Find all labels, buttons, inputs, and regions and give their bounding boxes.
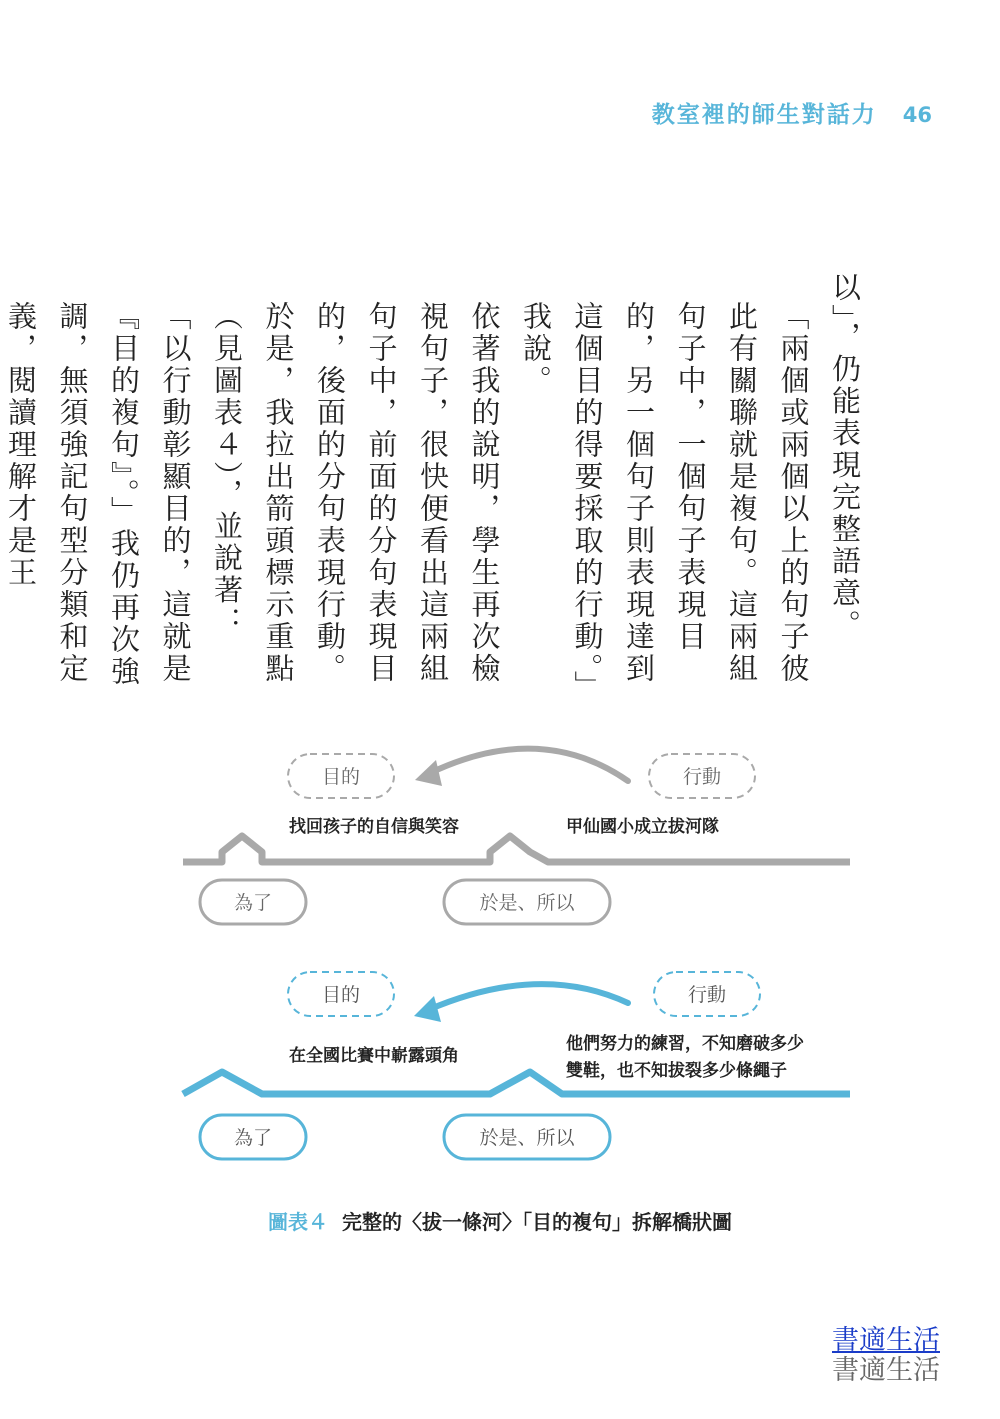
- figure-number: 圖表４: [268, 1210, 328, 1234]
- action-text-line2: 雙鞋，也不知拔裂多少條繩子: [566, 1061, 787, 1081]
- purpose-tag: 目的: [321, 984, 361, 1006]
- paragraph: 「兩個或兩個以上的句子彼此有關聯就是複句。這兩組句子中，一個句子表現目的，另一個句子則表現達到這個目的得要採取的行動。」我說。: [519, 301, 811, 688]
- diagram-top: [183, 749, 850, 924]
- arrow: [428, 749, 628, 781]
- book-title: 教室裡的師生對話力: [651, 101, 877, 128]
- arrow: [428, 984, 628, 1010]
- purpose-text: 找回孩子的自信與笑容: [289, 817, 459, 837]
- purpose-tag: 目的: [321, 766, 361, 788]
- action-tag: 行動: [682, 766, 722, 788]
- connector-left: 為了: [233, 892, 273, 914]
- connector-left: 為了: [233, 1127, 273, 1149]
- connector-right: 於是、所以: [479, 1127, 575, 1149]
- figure-title: 完整的〈拔一條河〉「目的複句」拆解橋狀圖: [342, 1210, 732, 1234]
- bridge-line: [183, 836, 850, 862]
- connector-right: 於是、所以: [479, 892, 575, 914]
- action-tag: 行動: [687, 984, 727, 1006]
- paragraph: 依著我的說明，學生再次檢視句子，很快便看出這兩組句子中，前面的分句表現目的，後面的分句表現行動。於是，我拉出箭頭標示重點（見圖表４），並說著：「以行動彰顯目的，這就是『目的複句』。」我仍再次強調，無須強記句型分類和定義，閱讀理解才是王: [4, 301, 502, 688]
- arrow-head: [415, 760, 442, 786]
- diagram-bottom: [183, 972, 850, 1159]
- arrow-head: [414, 996, 441, 1022]
- action-text-line1: 他們努力的練習，不知磨破多少: [566, 1034, 804, 1054]
- purpose-text: 在全國比賽中嶄露頭角: [289, 1046, 459, 1066]
- watermark: [832, 1326, 940, 1386]
- action-text: 甲仙國小成立拔河隊: [566, 817, 719, 837]
- watermark-link[interactable]: 書適生活: [832, 1325, 940, 1356]
- paragraph: 以」，仍能表現完整語意。: [828, 272, 862, 642]
- figure-caption: [0, 1206, 1000, 1235]
- page-number: 46: [902, 103, 932, 127]
- watermark-text: 書適生活: [832, 1355, 940, 1386]
